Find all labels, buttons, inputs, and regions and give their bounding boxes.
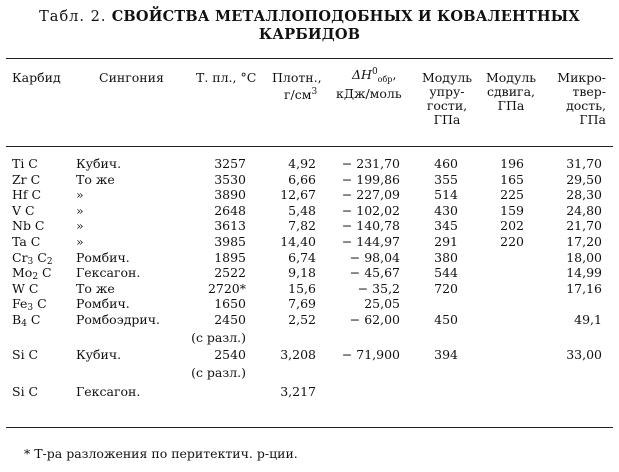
cell-formation-enthalpy: − 71,900 — [341, 347, 400, 363]
cell-microhardness: 31,70 — [566, 156, 602, 171]
footnote: * Т-ра разложения по перитектич. р-ции. — [24, 446, 298, 461]
cell-formation-enthalpy: 25,05 — [364, 296, 400, 312]
cell-melting-point: 3530 — [214, 171, 246, 187]
cell-formation-enthalpy: − 144,97 — [341, 234, 400, 249]
cell-carbide: $Cr_3$ $C_2$ — [12, 249, 53, 267]
cell-carbide: V C — [12, 202, 35, 218]
cell-young-modulus: 355 — [434, 171, 458, 187]
header-carbide: Карбид — [12, 70, 61, 85]
cell-melting-point: 3890 — [214, 187, 246, 203]
cell-density: 6,74 — [288, 249, 316, 265]
cell-young-modulus: 450 — [434, 312, 458, 327]
cell-carbide: Si C — [12, 347, 39, 363]
cell-carbide: W C — [12, 280, 39, 296]
cell-density: 7,69 — [288, 296, 316, 312]
cell-syngony: Гексагон. — [76, 265, 141, 281]
table-title-line2: КАРБИДОВ — [258, 26, 361, 43]
cell-carbide: Nb C — [12, 218, 45, 234]
header-density: Плотн., $г/см^3$ — [272, 70, 322, 102]
cell-microhardness: 18,00 — [566, 249, 602, 265]
bottom-rule — [6, 427, 613, 428]
cell-formation-enthalpy: − 62,00 — [349, 312, 400, 327]
cell-syngony: Ромбич. — [76, 249, 130, 265]
cell-syngony: » — [76, 234, 84, 249]
cell-microhardness: 24,80 — [566, 202, 602, 218]
cell-melting-point: (с разл.) — [191, 364, 246, 380]
header-rule — [6, 146, 613, 147]
cell-carbide: $Mo_2$ C — [12, 265, 52, 283]
cell-carbide: Ta C — [12, 234, 41, 249]
top-rule — [6, 58, 613, 59]
header-young-modulus: Модуль упру- гости, ГПа — [421, 70, 473, 127]
cell-syngony: Ромбич. — [76, 296, 130, 312]
cell-formation-enthalpy: − 199,86 — [341, 171, 400, 187]
cell-density: 9,18 — [288, 265, 316, 281]
cell-syngony: Кубич. — [76, 347, 122, 363]
cell-syngony: » — [76, 218, 84, 234]
cell-syngony: То же — [76, 171, 115, 187]
table-label: Табл. 2. — [39, 9, 107, 25]
table-title-line1: СВОЙСТВА МЕТАЛЛОПОДОБНЫХ И КОВАЛЕНТНЫХ — [111, 8, 580, 25]
cell-syngony: Ромбоэдрич. — [76, 312, 160, 327]
cell-young-modulus: 460 — [434, 156, 458, 171]
cell-density: 4,92 — [288, 156, 316, 171]
cell-microhardness: 17,16 — [566, 280, 602, 296]
cell-young-modulus: 394 — [434, 347, 458, 363]
cell-microhardness: 21,70 — [566, 218, 602, 234]
cell-microhardness: 33,00 — [566, 347, 602, 363]
cell-carbide: $B_4$ C — [12, 312, 41, 329]
cell-melting-point: 3985 — [214, 234, 246, 249]
cell-syngony: » — [76, 187, 84, 203]
cell-formation-enthalpy: − 98,04 — [349, 249, 400, 265]
cell-young-modulus: 291 — [434, 234, 458, 249]
cell-melting-point: 2720* — [207, 280, 246, 296]
cell-carbide: Hf C — [12, 187, 42, 203]
header-formation-enthalpy: $\Delta H^0_{обр}$, кДж/моль — [336, 67, 402, 101]
cell-melting-point: 2540 — [214, 347, 246, 363]
header-syngony: Сингония — [99, 70, 164, 85]
cell-melting-point: 1895 — [214, 249, 246, 265]
cell-melting-point: (с разл.) — [191, 329, 246, 345]
cell-formation-enthalpy: − 231,70 — [341, 156, 400, 171]
cell-syngony: То же — [76, 280, 115, 296]
cell-density: 15,6 — [288, 280, 316, 296]
cell-shear-modulus: 196 — [500, 156, 524, 171]
cell-density: 3,217 — [280, 384, 316, 400]
cell-microhardness: 17,20 — [566, 234, 602, 249]
cell-formation-enthalpy: − 45,67 — [349, 265, 400, 281]
cell-microhardness: 29,50 — [566, 171, 602, 187]
cell-formation-enthalpy: − 140,78 — [341, 218, 400, 234]
cell-melting-point: 2450 — [214, 312, 246, 327]
cell-shear-modulus: 220 — [500, 234, 524, 249]
cell-young-modulus: 380 — [434, 249, 458, 265]
cell-density: 3,208 — [280, 347, 316, 363]
cell-shear-modulus: 225 — [500, 187, 524, 203]
cell-young-modulus: 720 — [434, 280, 458, 296]
cell-microhardness: 14,99 — [566, 265, 602, 281]
cell-density: 12,67 — [280, 187, 316, 203]
cell-melting-point: 2648 — [214, 202, 246, 218]
cell-shear-modulus: 202 — [500, 218, 524, 234]
cell-carbide: $Fe_3$ C — [12, 296, 47, 314]
cell-melting-point: 2522 — [214, 265, 246, 281]
table-title — [0, 8, 619, 44]
cell-microhardness: 28,30 — [566, 187, 602, 203]
cell-formation-enthalpy: − 227,09 — [341, 187, 400, 203]
cell-density: 6,66 — [288, 171, 316, 187]
cell-microhardness: 49,1 — [574, 312, 602, 327]
header-shear-modulus: Модуль сдвига, ГПа — [485, 70, 537, 113]
cell-syngony: Кубич. — [76, 156, 122, 171]
cell-carbide: Si C — [12, 384, 39, 400]
cell-density: 14,40 — [280, 234, 316, 249]
cell-syngony: » — [76, 202, 84, 218]
cell-melting-point: 3257 — [214, 156, 246, 171]
cell-melting-point: 1650 — [214, 296, 246, 312]
cell-young-modulus: 514 — [434, 187, 458, 203]
cell-density: 2,52 — [288, 312, 316, 327]
cell-carbide: Ti C — [12, 156, 38, 171]
cell-young-modulus: 544 — [434, 265, 458, 281]
cell-young-modulus: 430 — [434, 202, 458, 218]
cell-young-modulus: 345 — [434, 218, 458, 234]
cell-shear-modulus: 159 — [500, 202, 524, 218]
cell-melting-point: 3613 — [214, 218, 246, 234]
header-melting-point: Т. пл., °С — [196, 70, 257, 85]
cell-formation-enthalpy: − 35,2 — [357, 280, 400, 296]
cell-density: 7,82 — [288, 218, 316, 234]
cell-shear-modulus: 165 — [500, 171, 524, 187]
cell-syngony: Гексагон. — [76, 384, 141, 400]
cell-carbide: Zr C — [12, 171, 41, 187]
header-microhardness: Микро- твер- дость, ГПа — [557, 70, 606, 127]
cell-density: 5,48 — [288, 202, 316, 218]
cell-formation-enthalpy: − 102,02 — [341, 202, 400, 218]
